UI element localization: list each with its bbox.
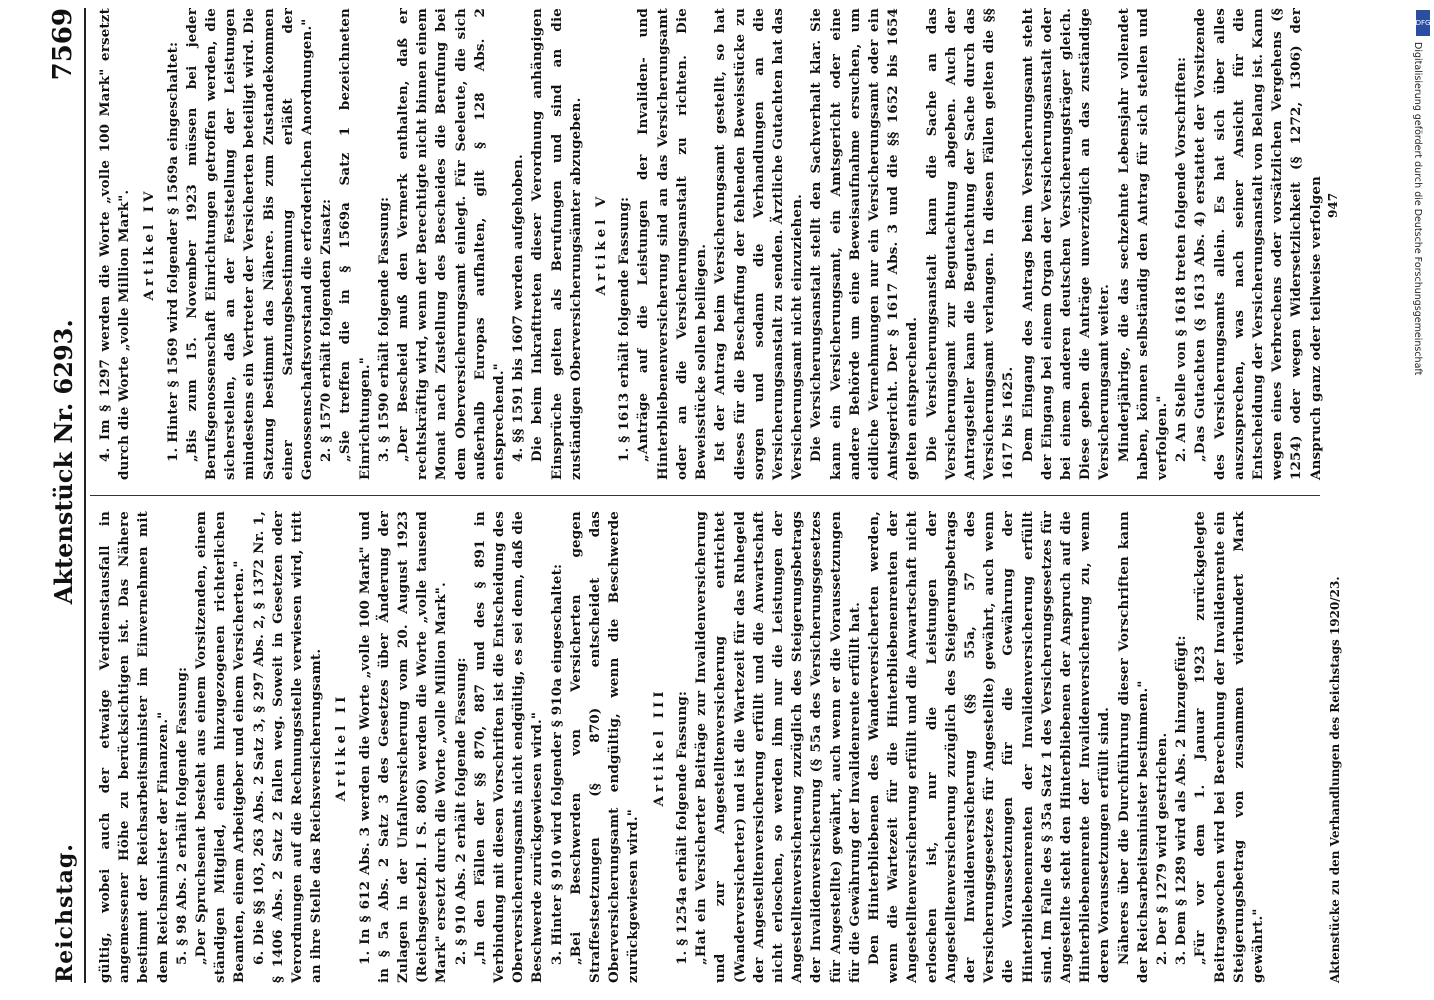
paragraph: „Hat ein Versicherter Beiträge zur Invalidenversicherung und zur Angestelltenversicherung entrichtet (Wanderversicherter) und ist die Wartezeit für das Ruhegeld der Angestelltenversicherung erfüllt und die Anwartschaft nicht erloschen, so werden ihm nur die Leistungen der Angestelltenversicherung zuzüglich des Steigerungsbetrags der Invalidenversicherung (§ 55a des Versicherungsgesetzes für Angestellte) gewährt, auch wenn er die Voraussetzungen für die Gewährung der Invalidenrente erfüllt hat. <box>693 511 863 983</box>
dfg-logo-icon: DFG <box>1416 10 1430 36</box>
right-column <box>96 8 1326 480</box>
paragraph: 1. Hinter § 1569 wird folgender § 1569a eingeschaltet: <box>164 41 181 462</box>
dfg-credit-text: Digitalisierung gefördert durch die Deutsche Forschungsgemeinschaft <box>1412 42 1423 376</box>
rotated-page-content <box>30 8 1370 983</box>
left-column <box>96 511 1268 983</box>
paragraph: 4. §§ 1591 bis 1607 werden aufgehoben. <box>510 154 527 462</box>
page-footer: Aktenstücke zu den Verhandlungen des Reichstags 1920/23. <box>1328 576 1342 983</box>
paragraph: „Das Gutachten (§ 1613 Abs. 4) erstattet der Vorsitzende des Versicherungsamts allein. Es hat sich über alles auszusprechen, was nach seiner Ansicht für die Entscheidung der Versicherungsanstalt von Belang ist. Kann wegen eines Verbrechens oder vorsätzlichen Vergehens (§ 1254) oder wegen Widersetzlichkeit (§ 1272, 1306) der Anspruch ganz oder teilweise verfolgen <box>1192 8 1324 480</box>
footer-page-number: 947 <box>1326 192 1340 218</box>
document-page <box>30 8 1370 983</box>
article-heading: Artikel IV <box>141 187 158 301</box>
paragraph: „Sie treffen die in § 1569a Satz 1 bezeichneten Einrichtungen." <box>337 8 373 480</box>
paragraph: gültig, wobei auch der etwaige Verdienstausfall in angemessener Höhe zu berücksichtigen ist. Das Nähere bestimmt der Reichsarbeitsminister im Einvernehmen mit dem Reichsminister der Finanzen." <box>97 511 171 983</box>
paragraph: 1. § 1613 erhält folgende Fassung: <box>616 196 633 462</box>
paragraph: 3. Dem § 1289 wird als Abs. 2 hinzugefügt: <box>1173 635 1190 965</box>
paragraph: „In den Fällen der §§ 870, 887 und des § 891 in Verbindung mit diesen Vorschriften ist die Entscheidung des Oberversicherungsamts nicht endgültig, es sei denn, daß die Beschwerde zurückgewiesen wird." <box>471 511 546 983</box>
paragraph: „Der Spruchsenat besteht aus einem Vorsitzenden, einem ständigen Mitglied, einem hinzugezogenen richterlichen Beamten, einem Arbeitgeber und einem Versicherten." <box>193 511 248 983</box>
paragraph: „Bei Beschwerden von Versicherten gegen Straffestsetzungen (§ 870) entscheidet das Oberversicherungsamt endgültig, wenn die Beschwerde zurückgewiesen wird." <box>567 511 642 983</box>
paragraph: 4. Im § 1297 werden die Worte „volle 100 Mark" ersetzt durch die Worte „volle Million Mark". <box>97 8 133 480</box>
paragraph: Den Hinterbliebenen des Wanderversicherten werden, wenn die Wartezeit für die Hinterbliebenenrenten der Angestelltenversicherung erfüllt und die Anwartschaft nicht erloschen ist, nur die Leistungen der Angestelltenversicherung zuzüglich des Steigerungsbetrags der Invalidenversicherung (§§ 55a, 57 des Versicherungsgesetzes für Angestellte) gewährt, auch wenn die Voraussetzungen für die Gewährung der Hinterbliebenenrenten der Invalidenversicherung erfüllt sind. Im Falle des § 35a Satz 1 des Versicherungsgesetzes für Angestellte steht den Hinterbliebenen der Anspruch auf die Hinterbliebenenrente der Invalidenversicherung zu, wenn deren Voraussetzungen erfüllt sind. <box>865 511 1113 983</box>
header-rule <box>84 8 86 983</box>
article-heading: Artikel III <box>650 687 667 807</box>
paragraph: 1. § 1254a erhält folgende Fassung: <box>673 690 690 965</box>
paragraph: 3. Hinter § 910 wird folgender § 910a eingeschaltet: <box>548 563 565 965</box>
paragraph: 3. § 1590 erhält folgende Fassung: <box>375 196 392 462</box>
paragraph: 6. Die §§ 103, 263 Abs. 2 Satz 3, § 297 Abs. 2, § 1372 Nr. 1, § 1406 Abs. 2 Satz 2 fallen weg. Soweit in Gesetzen oder Verordnungen auf die Rechnungsstelle verwiesen wird, tritt an ihre Stelle das Reichsversicherungsamt. <box>250 511 325 983</box>
paragraph: Näheres über die Durchführung dieser Vorschriften kann der Reichsarbeitsminister bestimmen." <box>1115 511 1151 983</box>
article-heading: Artikel II <box>333 692 350 802</box>
paragraph: Ist der Antrag beim Versicherungsamt gestellt, so hat dieses für die Beschaffung der fehlenden Beweisstücke zu sorgen und sodann die Verhandlungen an die Versicherungsanstalt zu senden. Ärztliche Gutachten hat das Versicherungsamt nicht einzuziehen. <box>712 8 806 480</box>
paragraph: Die beim Inkrafttreten dieser Verordnung anhängigen Einsprüche gelten als Berufungen und sind an die zuständigen Oberversicherungsämter abzugeben. <box>529 8 584 480</box>
paragraph: Die Versicherungsanstalt stellt den Sachverhalt klar. Sie kann ein Versicherungsamt, ein Amtsgericht oder eine andere Behörde um eine Beweisaufnahme ersuchen, um eidliche Vernehmungen nur ein Versicherungsamt oder ein Amtsgericht. Der § 1617 Abs. 3 und die §§ 1652 bis 1654 gelten entsprechend. <box>808 8 921 480</box>
paragraph: Die Versicherungsanstalt kann die Sache an das Versicherungsamt zur Begutachtung abgeben. Auch der Antragsteller kann die Begutachtung der Sache durch das Versicherungsamt verlangen. In diesen Fällen gelten die §§ 1617 bis 1625. <box>923 8 1017 480</box>
paragraph: „Bis zum 15. November 1923 müssen bei jeder Berufsgenossenschaft Einrichtungen getroffen werden, die sicherstellen, daß an der Feststellung der Leistungen mindestens ein Vertreter der Versicherten beteiligt wird. Die Satzung bestimmt das Nähere. Bis zum Zustandekommen einer Satzungsbestimmung erläßt der Genossenschaftsvorstand die erforderlichen Anordnungen." <box>183 8 316 480</box>
column-divider <box>90 495 1320 496</box>
paragraph: „Anträge auf die Leistungen der Invaliden- und Hinterbliebenenversicherung sind an das Versicherungsamt oder an die Versicherungsanstalt zu richten. Die Beweisstücke sollen beiliegen. <box>635 8 710 480</box>
header-page-number: 7569 <box>48 8 78 81</box>
paragraph: „Der Bescheid muß den Vermerk enthalten, daß er rechtskräftig wird, wenn der Berechtigte nicht binnen einem Monat nach Zustellung des Bescheides die Berufung bei dem Oberversicherungsamt einlegt. Für Seeleute, die sich außerhalb Europas aufhalten, gilt § 128 Abs. 2 entsprechend." <box>395 8 508 480</box>
dfg-sidebar <box>1414 6 1432 726</box>
paragraph: 1. In § 612 Abs. 3 werden die Worte „volle 100 Mark" und in § 5a Abs. 2 Satz 3 des Gesetzes über Änderung der Zulagen in der Unfallversicherung vom 20. August 1923 (Reichsgesetzbl. I S. 806) werden die Worte „volle tausend Mark" ersetzt durch die Worte „volle Million Mark". <box>356 511 450 983</box>
paragraph: „Für vor dem 1. Januar 1923 zurückgelegte Beitragswochen wird bei Berechnung der Invalidenrente ein Steigerungsbetrag von zusammen vierhundert Mark gewährt." <box>1192 511 1266 983</box>
paragraph: 5. § 98 Abs. 2 erhält folgende Fassung: <box>173 666 190 965</box>
header-left: Reichstag. <box>52 843 78 983</box>
header-center: Aktenstück Nr. 6293. <box>49 319 78 605</box>
paragraph: 2. § 910 Abs. 2 erhält folgende Fassung: <box>452 657 469 965</box>
paragraph: 2. Der § 1279 wird gestrichen. <box>1153 732 1170 965</box>
page-header <box>30 8 78 983</box>
article-heading: Artikel V <box>593 192 610 296</box>
paragraph: Minderjährige, die das sechzehnte Lebensjahr vollendet haben, können selbständig den Antrag für sich stellen und verfolgen." <box>1115 8 1170 480</box>
paragraph: 2. § 1570 erhält folgenden Zusatz: <box>318 198 335 462</box>
paragraph: Dem Eingang des Antrags beim Versicherungsamt steht der Eingang bei einem Organ der Versicherungsanstalt oder bei einem anderen deutschen Versicherungsträger gleich. Diese geben die Anträge unverzüglich an das zuständige Versicherungsamt weiter. <box>1019 8 1113 480</box>
paragraph: 2. An Stelle von § 1618 treten folgende Vorschriften: <box>1173 56 1190 462</box>
